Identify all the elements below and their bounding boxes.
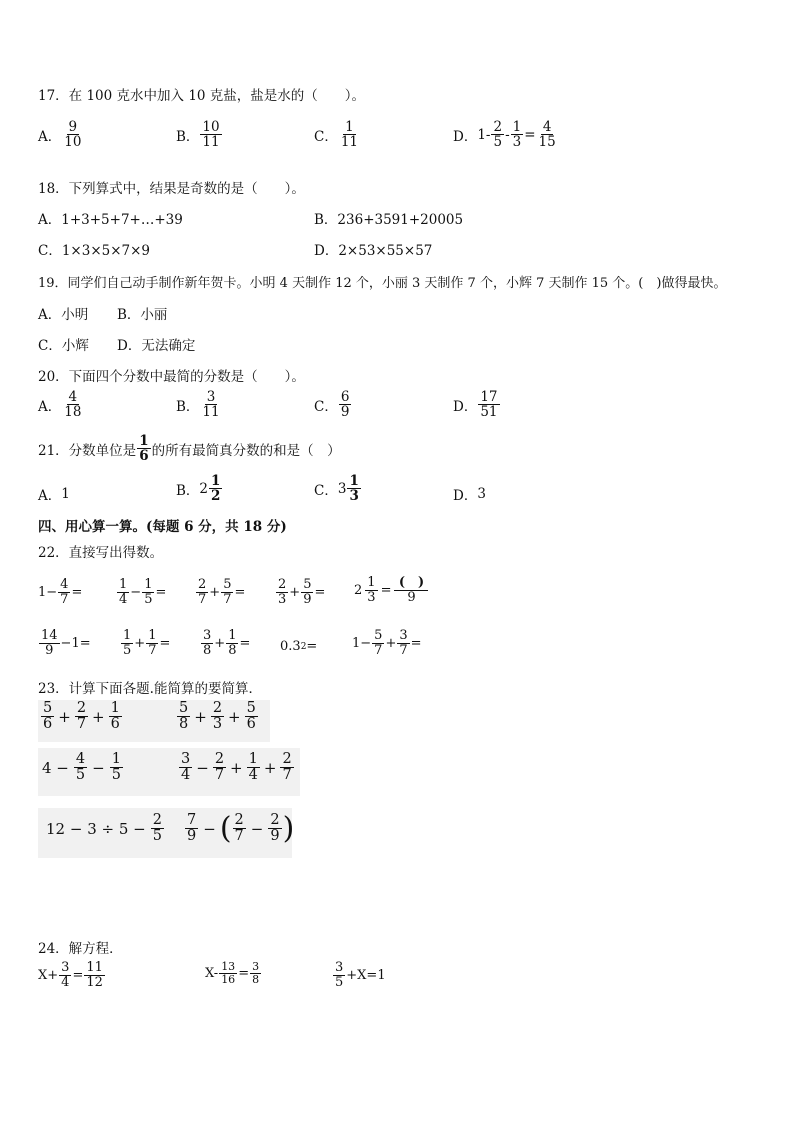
q19-option-a[interactable]: A．小明	[38, 307, 89, 323]
q18-option-c[interactable]: C．1×3×5×7×9	[38, 243, 151, 259]
q22-text: 22．直接写出得数。	[38, 545, 164, 561]
q19-text: 19．同学们自己动手制作新年贺卡。小明 4 天制作 12 个，小丽 3 天制作 7 个，小辉 7 天制作 15 个。( )做得最快。	[38, 276, 727, 291]
fraction: $\frac{17}{51}$	[480, 389, 498, 421]
q18-option-a[interactable]: A．1+3+5+7+…+39	[38, 212, 183, 228]
fraction: $\frac{6}{9}$	[340, 389, 350, 421]
fraction: $\frac{4}{18}$	[64, 389, 82, 421]
fraction: $\frac{9}{10}$	[64, 119, 82, 151]
q23-expr: $\frac{7}{9}$ − ( $\frac{2}{7}$ − $\frac{2}{9}$ )	[187, 810, 295, 846]
q17-option-d[interactable]: D． 1- $\frac{2}{5}$ - $\frac{1}{3}$ = $\frac{4}{15}$	[453, 119, 556, 151]
q19-option-b[interactable]: B．小丽	[117, 307, 168, 323]
fraction: $\frac{1}{3}$	[512, 119, 522, 151]
q17-option-c[interactable]: C． $\frac{1}{11}$	[314, 119, 359, 151]
q22-expr: $\frac{1}{4}$ − $\frac{1}{5}$ =	[119, 577, 167, 607]
q20-option-b[interactable]: B． $\frac{3}{11}$	[176, 389, 220, 421]
q22-expr: 1− $\frac{4}{7}$ =	[38, 577, 83, 607]
q23-expr: 4 − $\frac{4}{5}$ − $\frac{1}{5}$	[42, 751, 121, 784]
q20-option-d[interactable]: D． $\frac{17}{51}$	[453, 389, 498, 421]
q18-option-b[interactable]: B．236+3591+20005	[314, 212, 464, 228]
q19-option-d[interactable]: D．无法确定	[117, 338, 196, 354]
section-title: 四、用心算一算。(每题 6 分，共 18 分)	[38, 519, 287, 535]
q19-option-c[interactable]: C．小辉	[38, 338, 89, 354]
fraction: $\frac{3}{11}$	[202, 389, 220, 421]
q20-option-a[interactable]: A． $\frac{4}{18}$	[38, 389, 82, 421]
q23-text: 23．计算下面各题.能简算的要简算．	[38, 681, 262, 697]
q22-expr: 2 $\frac{1}{3}$ = $\frac{( )}{9}$	[354, 576, 429, 604]
fraction: $\frac{1}{6}$	[139, 433, 149, 465]
q22-expr: $\frac{14}{9}$ −1=	[41, 628, 91, 658]
q24-equation: X- $\frac{13}{16}$ = $\frac{3}{8}$	[205, 960, 260, 986]
q22-expr: $\frac{2}{7}$ + $\frac{5}{7}$ =	[198, 577, 246, 607]
q21-option-b[interactable]: B． 2 $\frac{1}{2}$	[176, 473, 221, 505]
fraction: $\frac{2}{5}$	[493, 119, 503, 151]
q21-option-c[interactable]: C． 3 $\frac{1}{3}$	[314, 473, 359, 505]
q17-option-b[interactable]: B． $\frac{10}{11}$	[176, 119, 220, 151]
answer-blank: $\frac{( )}{9}$	[394, 576, 428, 604]
q20-text: 20．下面四个分数中最简的分数是（ ）。	[38, 369, 305, 385]
fraction: $\frac{1}{3}$	[349, 473, 359, 505]
q23-expr: $\frac{3}{4}$ − $\frac{2}{7}$ + $\frac{1}{4}$ + $\frac{2}{7}$	[181, 751, 292, 784]
q23-expr: $\frac{5}{8}$ + $\frac{2}{3}$ + $\frac{5}{6}$	[179, 700, 256, 733]
q24-text: 24．解方程．	[38, 941, 123, 957]
q18-text: 18．下列算式中，结果是奇数的是（ ）。	[38, 181, 305, 197]
q21-option-a[interactable]: A． 1	[38, 486, 70, 504]
fraction: $\frac{1}{2}$	[211, 473, 221, 505]
q22-expr: 1− $\frac{5}{7}$ + $\frac{3}{7}$ =	[352, 628, 422, 658]
q18-option-d[interactable]: D．2×53×55×57	[314, 243, 433, 259]
q17-text: 17．在 100 克水中加入 10 克盐，盐是水的（ ）。	[38, 88, 366, 104]
q22-expr: $\frac{1}{5}$ + $\frac{1}{7}$ =	[123, 628, 171, 658]
fraction: $\frac{10}{11}$	[202, 119, 220, 151]
q22-expr: $\frac{3}{8}$ + $\frac{1}{8}$ =	[203, 628, 251, 658]
q22-expr: $\frac{2}{3}$ + $\frac{5}{9}$ =	[278, 577, 326, 607]
q22-expr: 0.3 2 =	[280, 639, 318, 654]
fraction: $\frac{1}{11}$	[340, 119, 359, 151]
q23-expr: 12 − 3 ÷ 5 − $\frac{2}{5}$	[46, 812, 162, 845]
q21-option-d[interactable]: D． 3	[453, 486, 486, 504]
q24-equation: $\frac{3}{5}$ +X=1	[335, 960, 386, 990]
q20-option-c[interactable]: C． $\frac{6}{9}$	[314, 389, 350, 421]
fraction: $\frac{4}{15}$	[538, 119, 556, 151]
q21-text: 21．分数单位是 $\frac{1}{6}$ 的所有最简真分数的和是（ ）	[38, 433, 341, 465]
q24-equation: X+ $\frac{3}{4}$ = $\frac{11}{12}$	[38, 960, 103, 990]
q17-option-a[interactable]: A． $\frac{9}{10}$	[38, 119, 82, 151]
q23-expr: $\frac{5}{6}$ + $\frac{2}{7}$ + $\frac{1}{6}$	[43, 700, 120, 733]
